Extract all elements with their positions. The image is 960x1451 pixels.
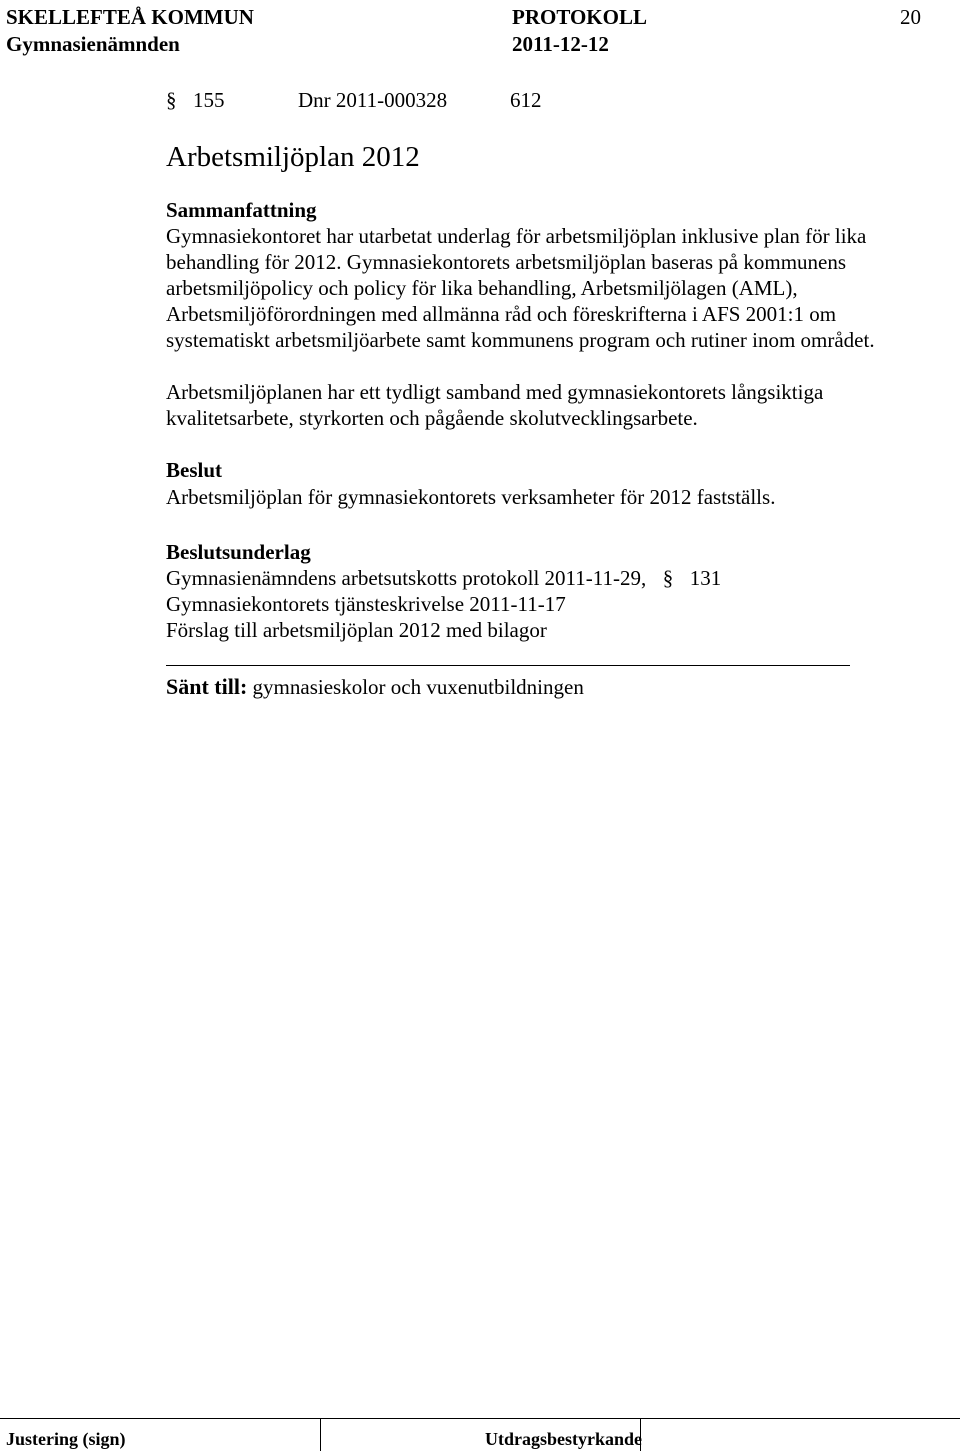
summary-line: arbetsmiljöpolicy och policy för lika behandling, Arbetsmiljölagen (AML), [166, 276, 798, 300]
footer-justering: Justering (sign) [6, 1429, 126, 1449]
footer-divider [320, 1418, 321, 1451]
footer-rule [0, 1418, 960, 1419]
paragraph-number: 155 [193, 88, 225, 112]
summary-line: systematiskt arbetsmiljöarbete samt kommunens program och rutiner inom området. [166, 328, 875, 352]
committee-name: Gymnasienämnden [6, 32, 180, 56]
summary-paragraph-1 [166, 224, 906, 352]
doc-type: PROTOKOLL [512, 5, 647, 29]
sent-to-line [166, 675, 584, 699]
summary-paragraph-2 [166, 380, 906, 430]
sent-to-value: gymnasieskolor och vuxenutbildningen [252, 675, 584, 699]
sent-to-label: Sänt till: [166, 674, 248, 699]
reference-paragraph-sign: § [662, 566, 674, 590]
summary-line: Gymnasiekontoret har utarbetat underlag för arbetsmiljöplan inklusive plan för lika [166, 224, 867, 248]
basis-item-text: Gymnasienämndens arbetsutskotts protokoll 2011-11-29, [166, 566, 647, 590]
summary-line: behandling för 2012. Gymnasiekontorets arbetsmiljöplan baseras på kommunens [166, 250, 847, 274]
decision-heading: Beslut [166, 458, 223, 482]
case-code: 612 [510, 88, 542, 112]
basis-item: Förslag till arbetsmiljöplan 2012 med bilagor [166, 618, 547, 642]
page-number: 20 [900, 5, 921, 29]
summary-line: Arbetsmiljöförordningen med allmänna råd och föreskrifterna i AFS 2001:1 om [166, 302, 837, 326]
page-title: Arbetsmiljöplan 2012 [166, 141, 420, 173]
separator-rule [166, 665, 850, 666]
summary-line: Arbetsmiljöplanen har ett tydligt samband med gymnasiekontorets långsiktiga [166, 380, 824, 404]
summary-heading: Sammanfattning [166, 198, 317, 222]
meeting-date: 2011-12-12 [512, 32, 609, 56]
dnr: Dnr 2011-000328 [298, 88, 448, 112]
paragraph-reference [166, 88, 225, 112]
org-name: SKELLEFTEÅ KOMMUN [6, 5, 254, 29]
paragraph-sign: § [166, 88, 177, 112]
reference-paragraph-number: 131 [689, 566, 722, 590]
summary-line: kvalitetsarbete, styrkorten och pågående skolutvecklingsarbete. [166, 406, 698, 430]
footer-utdragsbestyrkande: Utdragsbestyrkande [485, 1429, 643, 1449]
basis-item [166, 566, 721, 590]
basis-heading: Beslutsunderlag [166, 540, 311, 564]
decision-text: Arbetsmiljöplan för gymnasiekontorets verksamheter för 2012 fastställs. [166, 485, 776, 509]
basis-item: Gymnasiekontorets tjänsteskrivelse 2011-11-17 [166, 592, 566, 616]
